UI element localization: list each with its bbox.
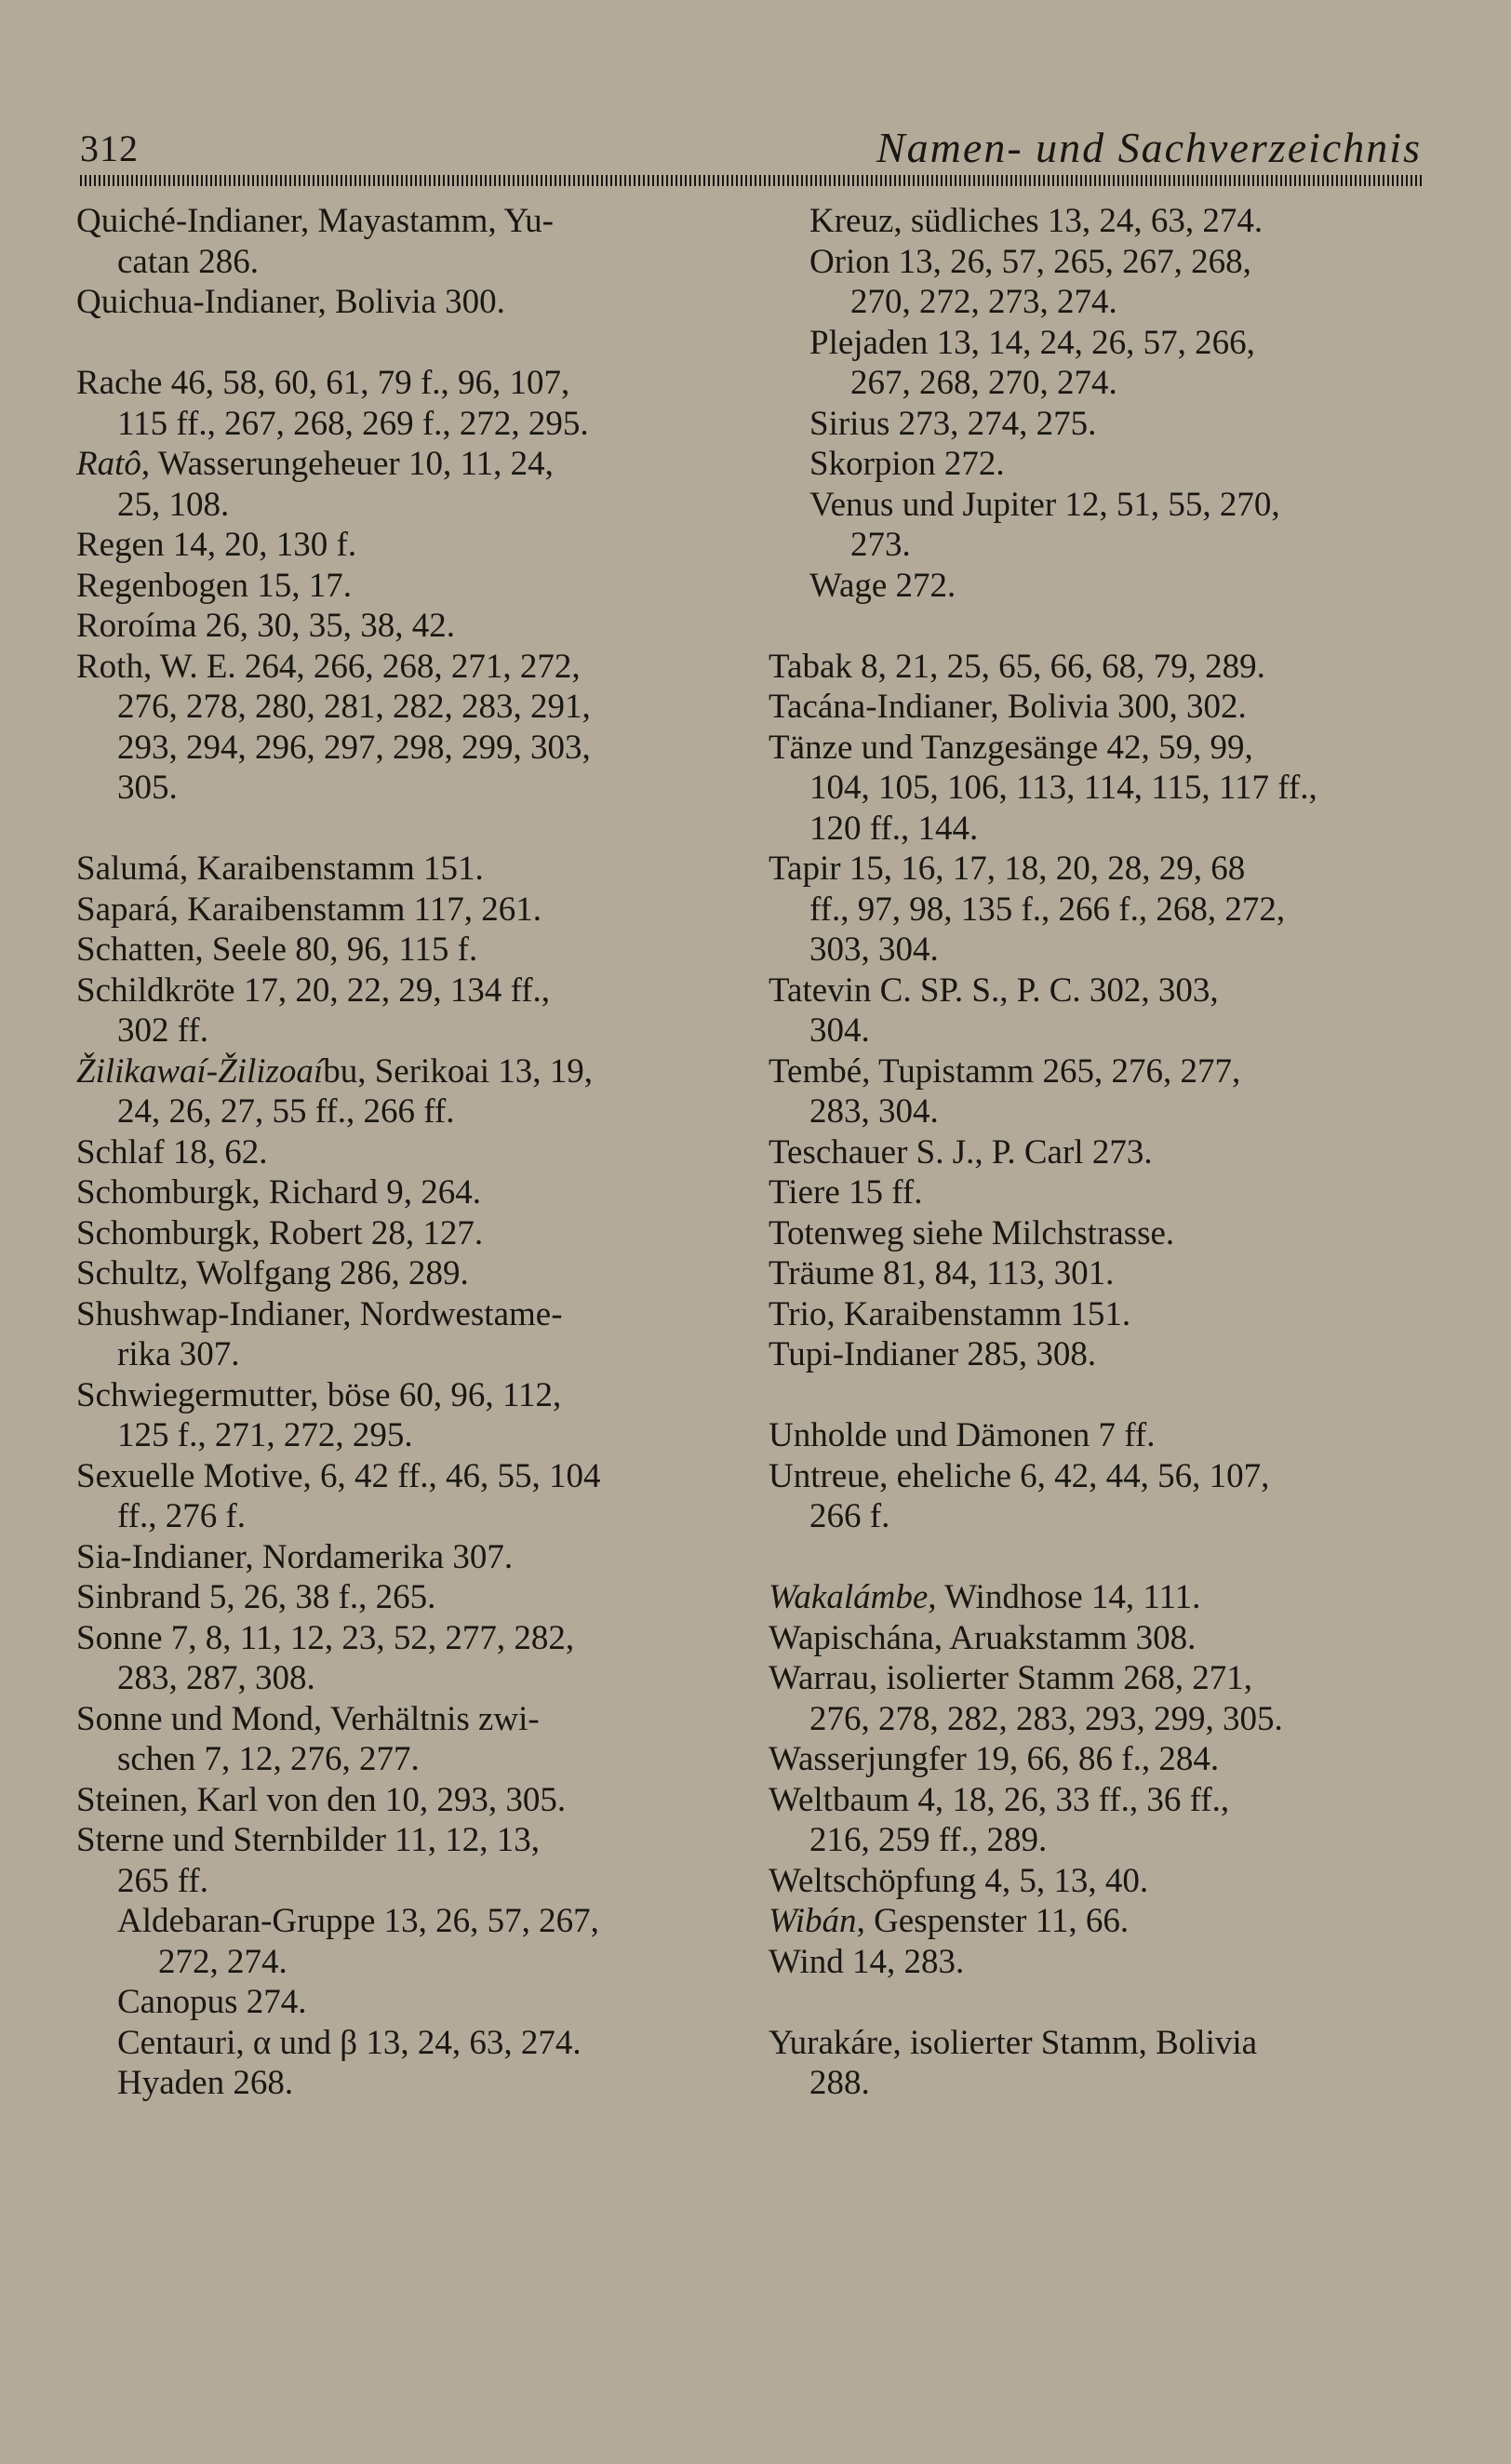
index-entry-line: Schildkröte 17, 20, 22, 29, 134 ff.,	[76, 971, 551, 1010]
index-entry-line: Wage 272.	[809, 566, 956, 605]
index-entry-line: 265 ff.	[117, 1861, 208, 1900]
index-entry-line: Venus und Jupiter 12, 51, 55, 270,	[809, 485, 1280, 524]
index-entry-line: Schomburgk, Robert 28, 127.	[76, 1213, 484, 1252]
index-entry-line: Wapischána, Aruakstamm 308.	[769, 1618, 1197, 1657]
index-entry-line: 266 f.	[809, 1497, 890, 1535]
index-entry-line: ff., 276 f.	[117, 1497, 247, 1535]
index-entry-line: 272, 274.	[158, 1942, 287, 1981]
index-entry-line: Canopus 274.	[117, 1983, 307, 2021]
index-entry-line: Salumá, Karaibenstamm 151.	[76, 850, 484, 888]
index-entry-line: rika 307.	[117, 1335, 240, 1373]
index-entry-line: Yurakáre, isolierter Stamm, Bolivia	[769, 2023, 1258, 2062]
index-entry-line: 302 ff.	[117, 1011, 208, 1050]
index-entry-line: Sirius 273, 274, 275.	[809, 404, 1097, 443]
index-entry-line: 104, 105, 106, 113, 114, 115, 117 ff.,	[809, 769, 1317, 807]
index-entry-line: Weltbaum 4, 18, 26, 33 ff., 36 ff.,	[769, 1780, 1230, 1819]
right-column	[769, 201, 1420, 2104]
entry-gap	[76, 809, 728, 850]
entry-gap	[769, 1982, 1420, 2023]
index-entry-line: Unholde und Dämonen 7 ff.	[769, 1416, 1156, 1454]
index-entry-line: Skorpion 272.	[809, 445, 1005, 483]
index-entry-line: 115 ff., 267, 268, 269 f., 272, 295.	[117, 404, 589, 443]
index-entry-line: Roth, W. E. 264, 266, 268, 271, 272,	[76, 647, 581, 686]
index-entry-line: Schultz, Wolfgang 286, 289.	[76, 1254, 469, 1292]
index-entry-line: 276, 278, 280, 281, 282, 283, 291,	[117, 688, 591, 726]
index-entry-line: 267, 268, 270, 274.	[850, 364, 1117, 402]
entry-gap	[769, 1375, 1420, 1416]
index-entry-line: 125 f., 271, 272, 295.	[117, 1416, 413, 1454]
index-entry-line: Tatevin C. SP. S., P. C. 302, 303,	[769, 971, 1219, 1010]
index-entry-line: 273.	[850, 526, 911, 564]
index-entry-line: schen 7, 12, 276, 277.	[117, 1740, 420, 1778]
index-entry-line: Regen 14, 20, 130 f.	[76, 526, 357, 564]
index-entry-line: Quichua-Indianer, Bolivia 300.	[76, 283, 505, 321]
entry-gap	[76, 323, 728, 364]
index-entry-line: Wind 14, 283.	[769, 1942, 965, 1981]
index-entry-line: Orion 13, 26, 57, 265, 267, 268,	[809, 242, 1251, 281]
index-entry-line: 120 ff., 144.	[809, 809, 979, 848]
index-entry-line: Shushwap-Indianer, Nordwestame-	[76, 1294, 563, 1333]
page-header	[80, 124, 1422, 171]
index-entry-line: 288.	[809, 2064, 870, 2102]
index-entry-line: 293, 294, 296, 297, 298, 299, 303,	[117, 728, 591, 767]
index-entry-line: 303, 304.	[809, 931, 939, 969]
left-column	[76, 201, 728, 2104]
running-title: Namen- und Sachverzeichnis	[876, 124, 1422, 171]
index-entry-line: Sexuelle Motive, 6, 42 ff., 46, 55, 104	[76, 1456, 601, 1495]
index-entry-line: Hyaden 268.	[117, 2064, 294, 2102]
page-number: 312	[80, 127, 139, 169]
index-entry-line: Schatten, Seele 80, 96, 115 f.	[76, 931, 478, 969]
index-entry-line: Warrau, isolierter Stamm 268, 271,	[769, 1659, 1253, 1697]
index-entry-line: 25, 108.	[117, 485, 230, 524]
index-entry-line: Wibán, Gespenster 11, 66.	[769, 1902, 1130, 1940]
index-entry-line: ff., 97, 98, 135 f., 266 f., 268, 272,	[809, 890, 1286, 929]
index-entry-line: Tacána-Indianer, Bolivia 300, 302.	[769, 688, 1247, 726]
index-entry-line: Ratô, Wasserungeheuer 10, 11, 24,	[76, 445, 554, 483]
index-entry-line: Weltschöpfung 4, 5, 13, 40.	[769, 1861, 1149, 1900]
index-entry-line: catan 286.	[117, 242, 260, 281]
index-entry-line: Untreue, eheliche 6, 42, 44, 56, 107,	[769, 1456, 1270, 1495]
index-entry-line: Sinbrand 5, 26, 38 f., 265.	[76, 1578, 436, 1616]
index-entry-line: Schwiegermutter, böse 60, 96, 112,	[76, 1375, 562, 1414]
index-entry-line: Tapir 15, 16, 17, 18, 20, 28, 29, 68	[769, 850, 1246, 888]
index-entry-line: Roroíma 26, 30, 35, 38, 42.	[76, 607, 455, 645]
index-entry-line: Sia-Indianer, Nordamerika 307.	[76, 1537, 514, 1576]
index-entry-line: Schomburgk, Richard 9, 264.	[76, 1173, 482, 1212]
index-entry-line: Quiché-Indianer, Mayastamm, Yu-	[76, 202, 554, 240]
index-entry-line: Žilikawaí-Žilizoaíbu, Serikoai 13, 19,	[76, 1051, 594, 1091]
index-entry-line: Sterne und Sternbilder 11, 12, 13,	[76, 1821, 541, 1859]
index-entry-line: Steinen, Karl von den 10, 293, 305.	[76, 1780, 567, 1819]
index-entry-line: Plejaden 13, 14, 24, 26, 57, 266,	[809, 323, 1255, 362]
index-entry-line: Tembé, Tupistamm 265, 276, 277,	[769, 1051, 1241, 1091]
index-entry-line: Teschauer S. J., P. Carl 273.	[769, 1132, 1153, 1172]
index-entry-line: 216, 259 ff., 289.	[809, 1821, 1048, 1859]
index-entry-line: 283, 304.	[809, 1092, 939, 1131]
index-entry-line: 305.	[117, 769, 178, 807]
index-entry-line: Tänze und Tanzgesänge 42, 59, 99,	[769, 728, 1253, 767]
index-entry-line: Aldebaran-Gruppe 13, 26, 57, 267,	[117, 1902, 599, 1940]
index-entry-line: Totenweg siehe Milchstrasse.	[769, 1213, 1175, 1252]
index-entry-line: Rache 46, 58, 60, 61, 79 f., 96, 107,	[76, 364, 570, 402]
entry-gap	[769, 606, 1420, 647]
index-entry-line: Tiere 15 ff.	[769, 1173, 923, 1212]
index-entry-line: Sonne und Mond, Verhältnis zwi-	[76, 1699, 540, 1738]
index-entry-line: 304.	[809, 1011, 870, 1050]
index-entry-line: Tupi-Indianer 285, 308.	[769, 1335, 1097, 1373]
entry-gap	[769, 1537, 1420, 1578]
index-entry-line: Wasserjungfer 19, 66, 86 f., 284.	[769, 1740, 1220, 1778]
index-entry-line: Centauri, α und β 13, 24, 63, 274.	[117, 2023, 582, 2062]
index-entry-line: Regenbogen 15, 17.	[76, 566, 352, 605]
index-entry-line: Sonne 7, 8, 11, 12, 23, 52, 277, 282,	[76, 1618, 575, 1657]
header-rule	[80, 175, 1422, 186]
index-entry-line: 24, 26, 27, 55 ff., 266 ff.	[117, 1092, 455, 1131]
index-entry-line: Sapará, Karaibenstamm 117, 261.	[76, 890, 542, 929]
index-entry-line: Trio, Karaibenstamm 151.	[769, 1294, 1131, 1333]
index-entry-line: 283, 287, 308.	[117, 1659, 315, 1697]
index-entry-line: Schlaf 18, 62.	[76, 1132, 268, 1172]
index-entry-line: Träume 81, 84, 113, 301.	[769, 1254, 1115, 1292]
index-entry-line: 270, 272, 273, 274.	[850, 283, 1117, 321]
index-entry-line: 276, 278, 282, 283, 293, 299, 305.	[809, 1699, 1283, 1738]
index-entry-line: Tabak 8, 21, 25, 65, 66, 68, 79, 289.	[769, 647, 1265, 686]
index-entry-line: Kreuz, südliches 13, 24, 63, 274.	[809, 202, 1264, 240]
index-entry-line: Wakalámbe, Windhose 14, 111.	[769, 1578, 1201, 1616]
